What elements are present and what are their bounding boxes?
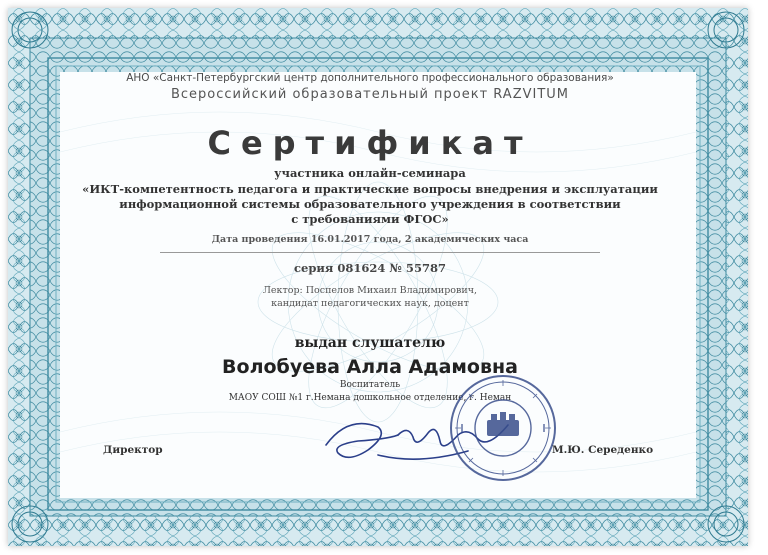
director-name: М.Ю. Середенко (552, 444, 654, 456)
project-name: Всероссийский образовательный проект RAZVITUM (170, 87, 570, 102)
seminar-title-line: с требованиями ФГОС» (291, 212, 449, 226)
seal-icon (447, 372, 559, 484)
lecturer-line: Лектор: Поспелов Михаил Владимирович, (263, 285, 477, 296)
certificate-title: Сертификат (207, 124, 533, 162)
director-label: Директор (103, 444, 163, 456)
seminar-title (52, 182, 688, 227)
lecturer-info (52, 284, 688, 310)
seminar-title-line: «ИКТ-компетентность педагога и практические вопросы внедрения и эксплуатации (82, 182, 658, 196)
seminar-title-line: информационной системы образовательного учреждения в соответствии (119, 197, 621, 211)
issued-to-label: выдан слушателю (294, 335, 446, 351)
divider (160, 252, 600, 253)
recipient-school: МАОУ СОШ №1 г.Немана дошкольное отделение, г. Неман (228, 393, 512, 403)
certificate-series: серия 081624 № 55787 (294, 261, 446, 275)
recipient-name: Волобуева Алла Адамовна (222, 356, 518, 378)
recipient-position: Воспитатель (339, 380, 401, 390)
event-date: Дата проведения 16.01.2017 года, 2 академических часа (211, 234, 529, 245)
certificate-subtitle: участника онлайн-семинара (274, 166, 466, 180)
organization-name: АНО «Санкт-Петербургский центр дополнительного профессионального образования» (126, 72, 614, 84)
lecturer-line: кандидат педагогических наук, доцент (271, 298, 469, 309)
